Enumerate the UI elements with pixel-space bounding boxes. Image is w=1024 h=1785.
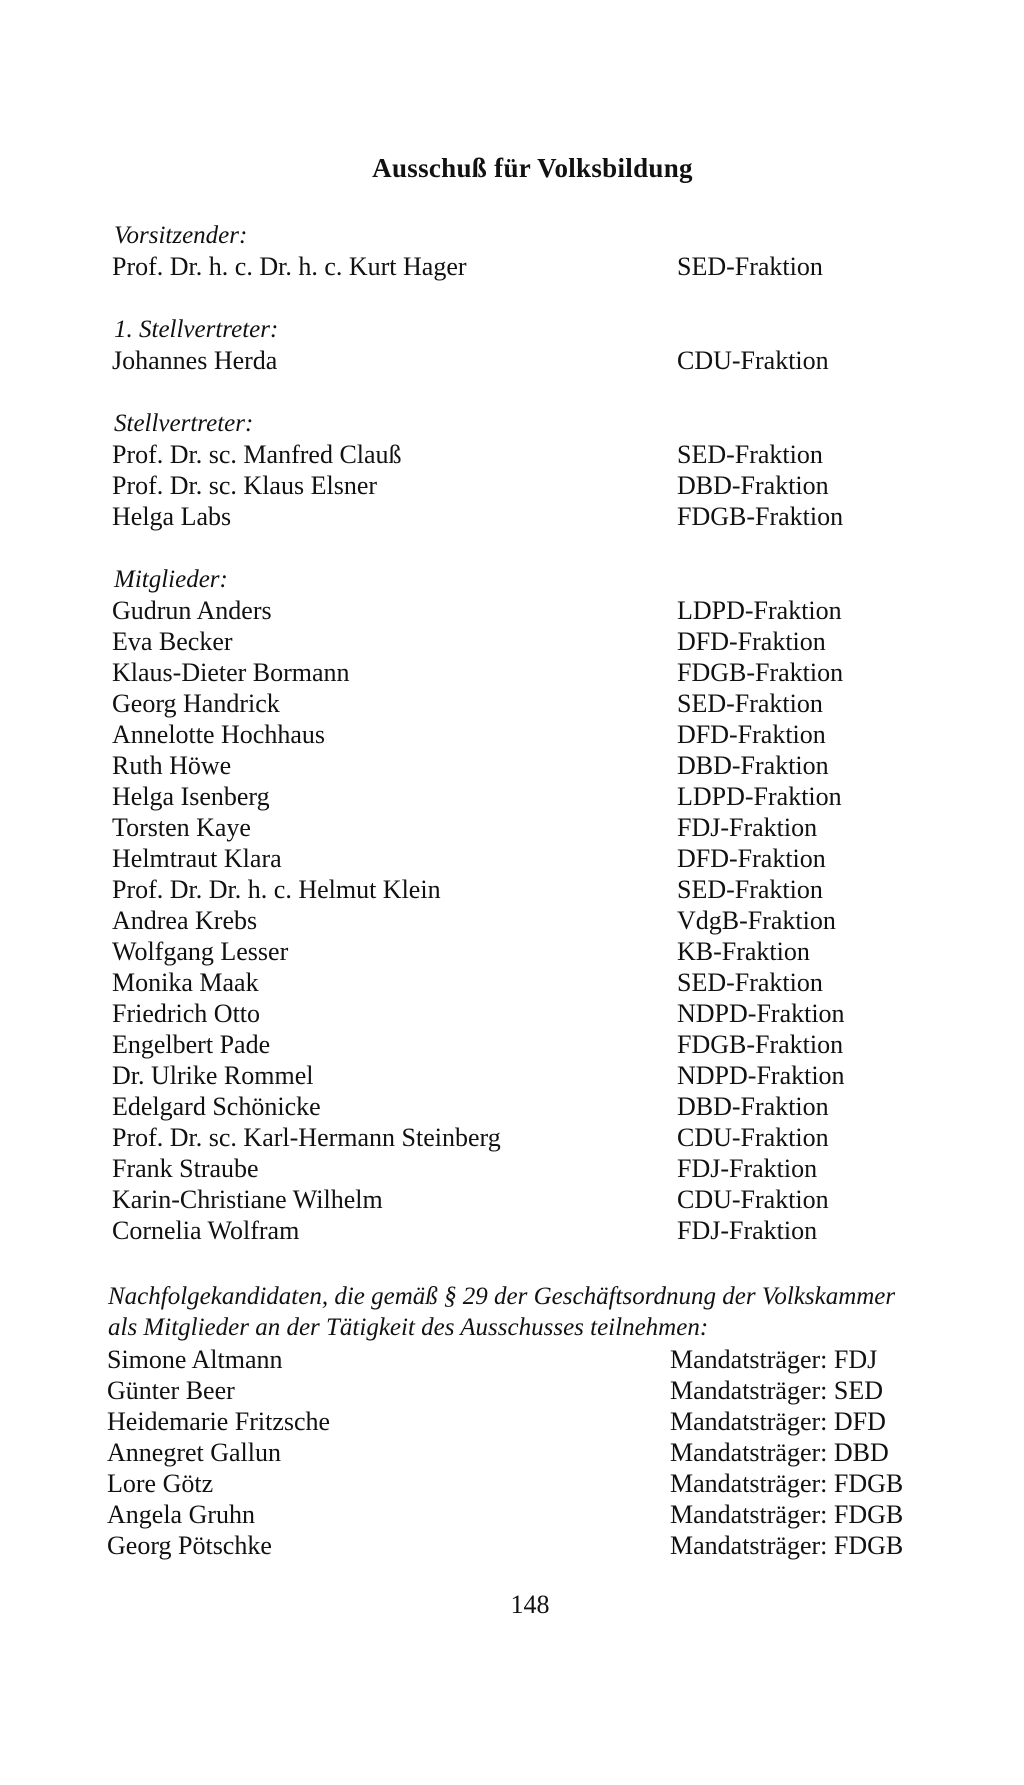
candidate-mandate: Mandatsträger: FDGB (670, 1500, 904, 1529)
member-row (0, 1123, 1024, 1154)
member-row (0, 627, 1024, 658)
member-name: Frank Straube (112, 1154, 259, 1183)
candidate-name: Annegret Gallun (107, 1438, 282, 1467)
member-row (0, 346, 1024, 377)
member-name: Helga Labs (112, 502, 232, 531)
member-name: Helga Isenberg (112, 782, 270, 811)
deputies-label: Stellvertreter: (114, 410, 254, 437)
candidate-row (0, 1438, 1024, 1469)
member-row (0, 596, 1024, 627)
candidates-intro-line2: als Mitglieder an der Tätigkeit des Ausschusses teilnehmen: (108, 1314, 709, 1341)
chair-label: Vorsitzender: (114, 222, 248, 249)
candidate-mandate: Mandatsträger: FDGB (670, 1469, 904, 1498)
member-name: Gudrun Anders (112, 596, 272, 625)
member-row (0, 1030, 1024, 1061)
member-row (0, 689, 1024, 720)
candidate-mandate: Mandatsträger: FDGB (670, 1531, 904, 1560)
member-party: SED-Fraktion (677, 968, 823, 997)
members-label: Mitglieder: (114, 566, 228, 593)
member-party: FDGB-Fraktion (677, 1030, 844, 1059)
member-name: Ruth Höwe (112, 751, 232, 780)
member-name: Prof. Dr. h. c. Dr. h. c. Kurt Hager (112, 252, 467, 281)
member-row (0, 751, 1024, 782)
member-party: LDPD-Fraktion (677, 596, 842, 625)
member-row (0, 1216, 1024, 1247)
member-row (0, 720, 1024, 751)
candidate-name: Lore Götz (107, 1469, 214, 1498)
member-row (0, 658, 1024, 689)
member-row (0, 968, 1024, 999)
candidate-name: Günter Beer (107, 1376, 235, 1405)
member-name: Karin-Christiane Wilhelm (112, 1185, 383, 1214)
member-party: DFD-Fraktion (677, 720, 826, 749)
member-row (0, 471, 1024, 502)
member-name: Georg Handrick (112, 689, 280, 718)
member-name: Annelotte Hochhaus (112, 720, 326, 749)
member-party: NDPD-Fraktion (677, 999, 845, 1028)
first-deputy-label: 1. Stellvertreter: (114, 316, 279, 343)
member-name: Dr. Ulrike Rommel (112, 1061, 314, 1090)
page-number: 148 (510, 1590, 550, 1619)
member-name: Helmtraut Klara (112, 844, 282, 873)
candidate-row (0, 1376, 1024, 1407)
member-party: VdgB-Fraktion (677, 906, 836, 935)
member-party: DBD-Fraktion (677, 751, 829, 780)
member-row (0, 1092, 1024, 1123)
member-party: DFD-Fraktion (677, 627, 826, 656)
member-party: DBD-Fraktion (677, 471, 829, 500)
member-party: LDPD-Fraktion (677, 782, 842, 811)
candidate-row (0, 1531, 1024, 1562)
candidate-name: Angela Gruhn (107, 1500, 256, 1529)
member-row (0, 875, 1024, 906)
member-name: Eva Becker (112, 627, 233, 656)
member-name: Prof. Dr. sc. Manfred Clauß (112, 440, 402, 469)
member-name: Engelbert Pade (112, 1030, 271, 1059)
member-party: FDGB-Fraktion (677, 658, 844, 687)
member-party: FDJ-Fraktion (677, 1154, 818, 1183)
member-row (0, 906, 1024, 937)
candidate-row (0, 1407, 1024, 1438)
member-party: SED-Fraktion (677, 689, 823, 718)
member-row (0, 1185, 1024, 1216)
member-name: Prof. Dr. sc. Karl-Hermann Steinberg (112, 1123, 501, 1152)
candidates-intro-line1: Nachfolgekandidaten, die gemäß § 29 der Geschäftsordnung der Volkskammer (108, 1283, 896, 1310)
member-row (0, 844, 1024, 875)
member-name: Prof. Dr. Dr. h. c. Helmut Klein (112, 875, 441, 904)
member-name: Friedrich Otto (112, 999, 261, 1028)
candidate-name: Georg Pötschke (107, 1531, 272, 1560)
member-name: Wolfgang Lesser (112, 937, 289, 966)
candidate-row (0, 1345, 1024, 1376)
candidate-name: Heidemarie Fritzsche (107, 1407, 331, 1436)
member-row (0, 999, 1024, 1030)
member-name: Prof. Dr. sc. Klaus Elsner (112, 471, 378, 500)
member-row (0, 782, 1024, 813)
candidate-row (0, 1500, 1024, 1531)
candidate-row (0, 1469, 1024, 1500)
member-name: Cornelia Wolfram (112, 1216, 300, 1245)
member-party: CDU-Fraktion (677, 1123, 829, 1152)
candidate-mandate: Mandatsträger: DFD (670, 1407, 886, 1436)
committee-title: Ausschuß für Volksbildung (372, 153, 693, 183)
member-party: NDPD-Fraktion (677, 1061, 845, 1090)
member-party: KB-Fraktion (677, 937, 810, 966)
candidate-mandate: Mandatsträger: FDJ (670, 1345, 878, 1374)
member-party: CDU-Fraktion (677, 1185, 829, 1214)
member-party: SED-Fraktion (677, 252, 823, 281)
member-row (0, 1061, 1024, 1092)
member-name: Torsten Kaye (112, 813, 251, 842)
member-party: SED-Fraktion (677, 440, 823, 469)
member-party: CDU-Fraktion (677, 346, 829, 375)
member-party: FDJ-Fraktion (677, 1216, 818, 1245)
member-name: Johannes Herda (112, 346, 278, 375)
member-row (0, 813, 1024, 844)
member-party: FDJ-Fraktion (677, 813, 818, 842)
member-name: Andrea Krebs (112, 906, 258, 935)
member-party: SED-Fraktion (677, 875, 823, 904)
member-row (0, 252, 1024, 283)
member-row (0, 937, 1024, 968)
member-party: FDGB-Fraktion (677, 502, 844, 531)
candidate-mandate: Mandatsträger: SED (670, 1376, 884, 1405)
member-row (0, 502, 1024, 533)
member-party: DBD-Fraktion (677, 1092, 829, 1121)
candidate-mandate: Mandatsträger: DBD (670, 1438, 889, 1467)
candidate-name: Simone Altmann (107, 1345, 283, 1374)
member-party: DFD-Fraktion (677, 844, 826, 873)
member-row (0, 1154, 1024, 1185)
member-row (0, 440, 1024, 471)
member-name: Edelgard Schönicke (112, 1092, 321, 1121)
member-name: Klaus-Dieter Bormann (112, 658, 350, 687)
member-name: Monika Maak (112, 968, 259, 997)
